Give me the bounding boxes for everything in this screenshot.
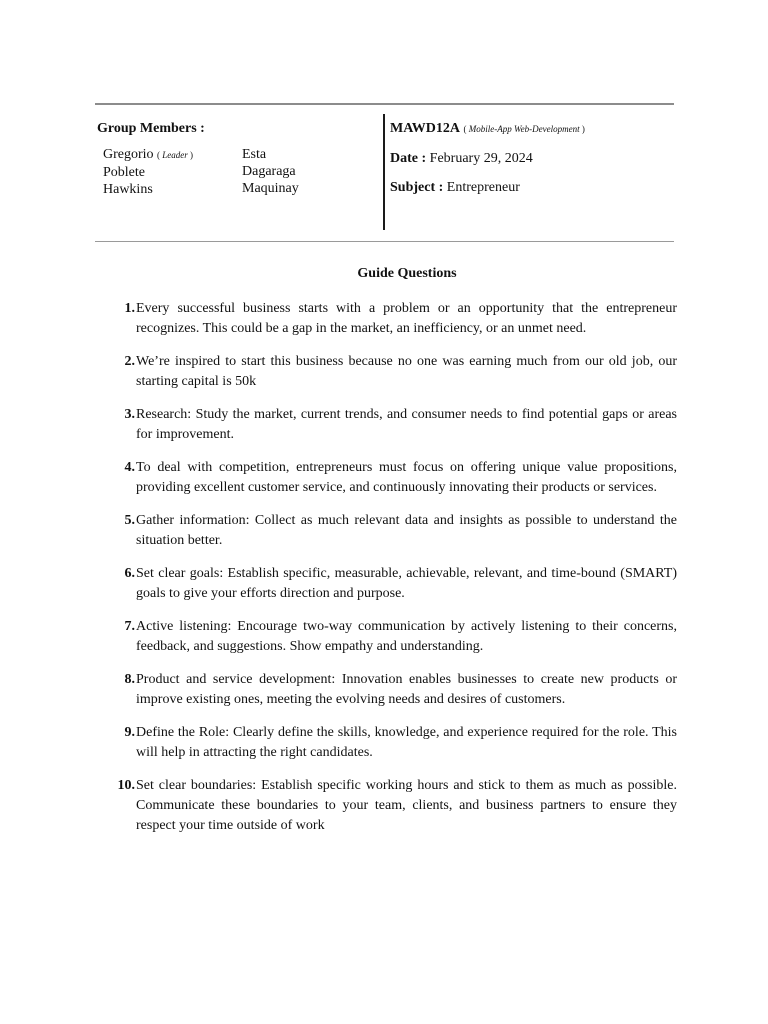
list-item: [103, 564, 677, 604]
item-text: Active listening: Encourage two-way communication by actively listening to their concerns, feedback, and suggestions. Show empathy and understanding.: [136, 619, 677, 654]
guide-questions-title: Guide Questions: [357, 266, 457, 281]
member-name: Poblete: [103, 165, 145, 180]
subject-value: Entrepreneur: [446, 180, 520, 195]
header-vertical-divider: [383, 114, 385, 230]
date-value: February 29, 2024: [429, 151, 533, 166]
date-label: Date :: [390, 151, 427, 166]
leader-note: ( Leader ): [157, 150, 194, 160]
subject-line: [390, 180, 520, 196]
date-line: [390, 151, 533, 167]
item-text: Set clear boundaries: Establish specific working hours and stick to them as much as possible. Communicate these boundaries to your team, clients, and business partners to ensure they respect your time outside of work: [136, 778, 677, 833]
list-item: [103, 670, 677, 710]
list-item: [103, 617, 677, 657]
members-column-left: [103, 146, 193, 198]
list-item: [103, 299, 677, 339]
guide-questions-list: [103, 299, 677, 849]
item-text: Define the Role: Clearly define the skills, knowledge, and experience required for the role. This will help in attracting the right candidates.: [136, 725, 677, 760]
item-number: 7.: [124, 619, 135, 634]
member-name: Maquinay: [242, 181, 299, 196]
subject-label: Subject :: [390, 180, 444, 195]
members-column-right: [242, 146, 299, 197]
item-text: To deal with competition, entrepreneurs must focus on offering unique value propositions, providing excellent customer service, and continuously innovating their products or services.: [136, 460, 677, 495]
member-name-text: Gregorio: [103, 147, 154, 162]
item-number: 6.: [124, 566, 135, 581]
member-name: Esta: [242, 147, 267, 162]
member-name: Dagaraga: [242, 164, 296, 179]
course-code: MAWD12A: [390, 121, 460, 136]
item-text: Product and service development: Innovation enables businesses to create new products or improve existing ones, meeting the evolving needs and desires of customers.: [136, 672, 677, 707]
list-item: [103, 511, 677, 551]
list-item: [103, 352, 677, 392]
top-divider: [95, 103, 674, 105]
list-item: [103, 405, 677, 445]
item-number: 3.: [124, 407, 135, 422]
item-text: Gather information: Collect as much relevant data and insights as possible to understand the situation better.: [136, 513, 677, 548]
item-text: We’re inspired to start this business because no one was earning much from our old job, our starting capital is 50k: [136, 354, 677, 389]
item-number: 4.: [124, 460, 135, 475]
header-bottom-divider: [95, 241, 674, 242]
member-name: [103, 146, 193, 164]
item-text: Every successful business starts with a problem or an opportunity that the entrepreneur recognizes. This could be a gap in the market, an inefficiency, or an unmet need.: [136, 301, 677, 336]
item-number: 2.: [124, 354, 135, 369]
item-text: Research: Study the market, current trends, and consumer needs to find potential gaps or areas for improvement.: [136, 407, 677, 442]
item-number: 10.: [117, 778, 135, 793]
item-number: 5.: [124, 513, 135, 528]
list-item: [103, 458, 677, 498]
course-note: ( Mobile-App Web-Development ): [463, 124, 585, 134]
group-members-heading: Group Members :: [97, 121, 205, 136]
item-number: 1.: [124, 301, 135, 316]
course-line: [390, 121, 585, 137]
list-item: [103, 723, 677, 763]
member-name: Hawkins: [103, 182, 153, 197]
item-number: 9.: [124, 725, 135, 740]
item-text: Set clear goals: Establish specific, measurable, achievable, relevant, and time-bound (SMART) goals to give your efforts direction and purpose.: [136, 566, 677, 601]
list-item: [103, 776, 677, 836]
item-number: 8.: [124, 672, 135, 687]
